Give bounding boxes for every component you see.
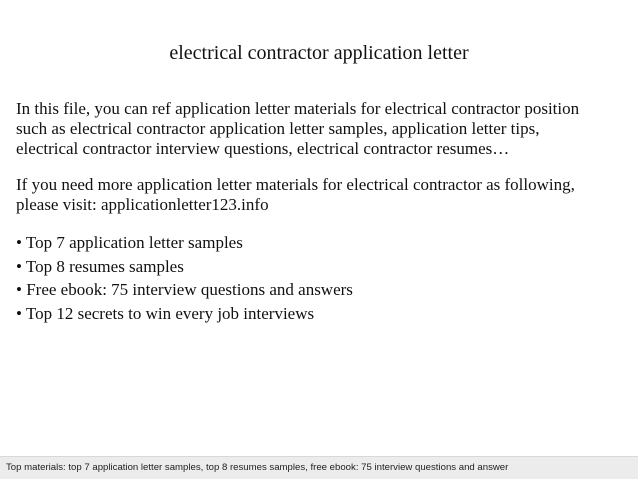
bullet-mark: • [16,256,22,276]
bullet-text: Top 12 secrets to win every job interviews [25,303,315,323]
bullet-mark: • [16,303,22,323]
bullet-item [16,278,628,302]
bullet-list [16,231,628,325]
bullet-text: Top 8 resumes samples [25,256,184,276]
more-materials-paragraph [16,175,628,215]
bullet-text: Free ebook: 75 interview questions and answers [26,280,353,299]
bullet-item [16,255,628,279]
footer-text: Top materials: top 7 application letter samples, top 8 resumes samples, free ebook: 75 interview questions and answer [6,462,509,473]
intro-line: In this file, you can ref application letter materials for electrical contractor position [16,99,580,118]
bullet-mark: • [16,280,22,299]
bullet-mark: • [16,233,22,252]
intro-line: electrical contractor interview questions, electrical contractor resumes… [16,139,510,158]
intro-line: such as electrical contractor application letter samples, application letter tips, [16,119,540,138]
bullet-text: Top 7 application letter samples [25,233,243,252]
slide-title: electrical contractor application letter [169,42,469,64]
intro-paragraph [16,99,628,159]
bullet-item [16,231,628,255]
footer-bar [0,456,638,479]
bullet-item [16,302,628,326]
more-materials-line: please visit: applicationletter123.info [16,195,269,214]
more-materials-line: If you need more application letter materials for electrical contractor as following, [16,175,575,194]
slide-body [16,99,628,325]
